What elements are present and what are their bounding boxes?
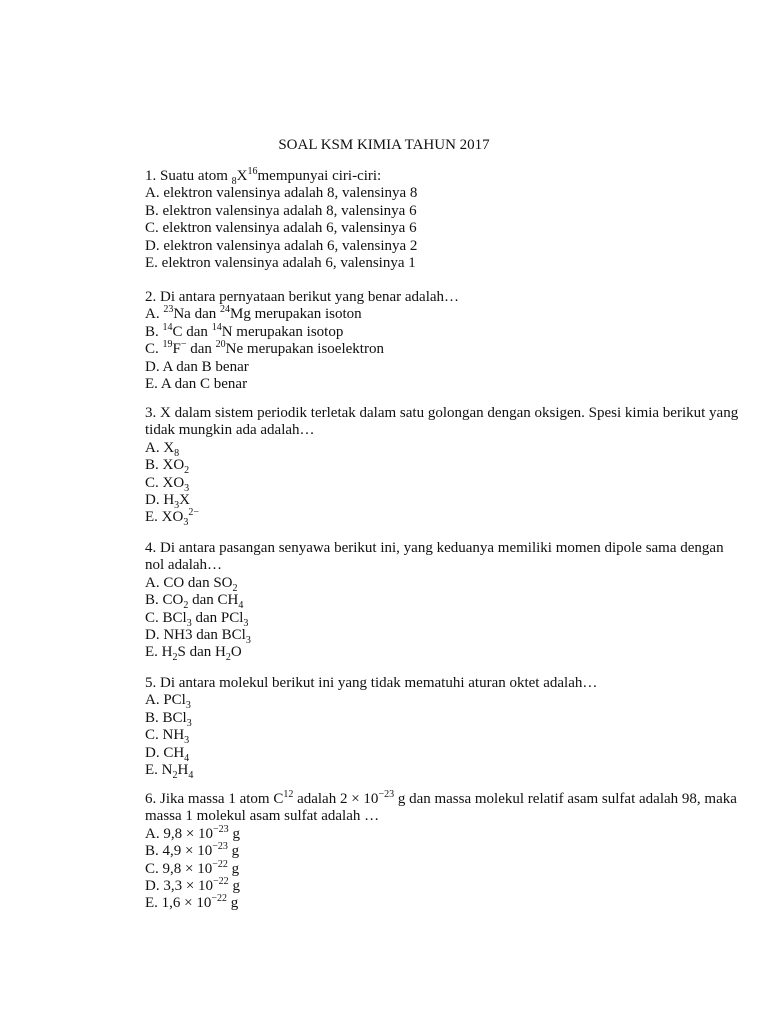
answer-option <box>145 858 745 878</box>
answer-option <box>145 627 745 647</box>
answer-option <box>145 341 745 358</box>
text-segment: C. 9,8 × 10 <box>145 860 213 877</box>
text-segment: O <box>230 644 242 661</box>
text-segment: −22 <box>212 858 228 870</box>
text-segment: 2 <box>172 770 178 782</box>
answer-option <box>145 610 745 627</box>
text-segment: 3. X dalam sistem periodik terletak dalam satu golongan dengan oksigen. Spesi kimia berikut yang tidak mungkin ada adalah… <box>145 405 739 439</box>
answer-option <box>145 895 745 912</box>
answer-option <box>145 475 745 492</box>
text-segment: g dan massa molekul relatif asam sulfat adalah 98, maka massa 1 molekul asam sulfat adalah … <box>145 791 737 825</box>
text-segment: 3 <box>186 617 192 629</box>
text-segment: A. 9,8 × 10 <box>145 825 214 842</box>
text-segment: 3 <box>183 517 189 529</box>
text-segment: 8 <box>231 176 237 187</box>
answer-option <box>145 745 745 762</box>
text-segment: 3 <box>184 482 190 494</box>
answer-option <box>145 727 745 747</box>
text-segment: E. N <box>145 762 173 779</box>
text-segment: B. CO <box>145 592 184 609</box>
text-segment: mempunyai ciri-ciri: <box>257 168 382 184</box>
answer-option <box>145 507 745 529</box>
answer-option <box>145 255 745 272</box>
text-segment: E. XO <box>145 509 184 526</box>
text-segment: 3 <box>185 700 191 712</box>
answer-option <box>145 592 745 612</box>
text-segment: 2 <box>183 600 189 612</box>
text-segment: C. <box>145 341 163 358</box>
text-segment: 20 <box>215 339 226 351</box>
text-segment: − <box>180 339 187 351</box>
text-segment: X <box>236 168 248 184</box>
text-segment: B. BCl <box>145 709 187 726</box>
text-segment: 2 <box>225 652 231 664</box>
text-segment: C. elektron valensinya adalah 6, valensinya 6 <box>145 220 417 237</box>
answer-option <box>145 321 745 341</box>
answer-option <box>145 575 745 592</box>
text-segment: D. elektron valensinya adalah 6, valensinya 2 <box>145 237 418 254</box>
text-segment: E. H <box>145 644 173 661</box>
text-segment: g <box>227 860 240 877</box>
text-segment: E. A dan C benar <box>145 376 248 393</box>
text-segment: −23 <box>213 823 229 835</box>
text-segment: X <box>179 492 191 509</box>
text-segment: 14 <box>162 321 173 333</box>
text-segment: Ne merupakan isoelektron <box>225 341 384 358</box>
answer-option <box>145 440 745 457</box>
text-segment: 3 <box>184 735 190 747</box>
text-segment: 4 <box>184 752 190 764</box>
text-segment: adalah 2 × 10 <box>293 791 379 807</box>
text-segment: g <box>228 825 240 842</box>
text-segment: 2 <box>232 582 238 594</box>
question-5 <box>145 675 745 782</box>
text-segment: 6. Jika massa 1 atom C <box>145 791 284 807</box>
question-stem <box>145 675 745 692</box>
text-segment: −23 <box>212 841 228 853</box>
text-segment: D. H <box>145 492 175 509</box>
text-segment: 1. Suatu atom <box>145 168 232 184</box>
text-segment: D. CH <box>145 744 185 761</box>
text-segment: A. <box>145 306 164 323</box>
text-segment: C dan <box>172 323 212 340</box>
question-stem <box>145 168 745 185</box>
text-segment: 2. Di antara pernyataan berikut yang benar adalah… <box>145 289 460 305</box>
text-segment: F <box>172 341 181 358</box>
answer-option <box>145 238 745 255</box>
text-segment: B. XO <box>145 457 185 474</box>
text-segment: A. elektron valensinya adalah 8, valensinya 8 <box>145 185 418 202</box>
page-title: SOAL KSM KIMIA TAHUN 2017 <box>278 137 490 153</box>
text-segment: 2− <box>188 507 199 519</box>
answer-option <box>145 823 745 843</box>
text-segment: D. A dan B benar <box>145 358 249 375</box>
question-4 <box>145 540 745 662</box>
answer-option <box>145 878 745 895</box>
question-3 <box>145 405 745 527</box>
text-segment: 3 <box>245 635 251 647</box>
text-segment: A. X <box>145 439 175 456</box>
text-segment: 4 <box>238 600 244 612</box>
question-stem <box>145 289 745 306</box>
text-segment: N merupakan isotop <box>221 323 344 340</box>
text-segment: D. 3,3 × 10 <box>145 878 214 895</box>
text-segment: 12 <box>283 789 294 800</box>
answer-option <box>145 220 745 237</box>
text-segment: 4 <box>188 770 194 782</box>
text-segment: 3 <box>186 717 192 729</box>
text-segment: 3 <box>243 617 249 629</box>
answer-option <box>145 376 745 393</box>
text-segment: −22 <box>213 876 229 888</box>
text-segment: H <box>177 762 189 779</box>
answer-option <box>145 359 745 376</box>
answer-option <box>145 492 745 512</box>
text-segment: dan CH <box>188 592 239 609</box>
text-segment: 2 <box>184 465 190 477</box>
answer-option <box>145 762 745 782</box>
text-segment: dan PCl <box>191 609 244 626</box>
question-stem <box>145 405 745 440</box>
text-segment: B. 4,9 × 10 <box>145 843 213 860</box>
text-segment: C. XO <box>145 474 185 491</box>
text-segment: dan <box>186 341 216 358</box>
text-segment: Mg merupakan isoton <box>230 306 362 323</box>
text-segment: E. elektron valensinya adalah 6, valensinya 1 <box>145 255 416 272</box>
text-segment: g <box>227 895 239 912</box>
answer-option <box>145 710 745 727</box>
text-segment: 14 <box>211 321 222 333</box>
question-6 <box>145 791 745 913</box>
question-2 <box>145 289 745 393</box>
text-segment: 3 <box>174 500 180 512</box>
question-1 <box>145 168 745 272</box>
text-segment: 16 <box>247 166 258 177</box>
answer-option <box>145 843 745 860</box>
text-segment: A. CO dan SO <box>145 574 233 591</box>
question-stem <box>145 540 745 575</box>
text-segment: 8 <box>174 447 180 459</box>
answer-option <box>145 457 745 477</box>
answer-option <box>145 644 745 664</box>
text-segment: C. BCl <box>145 609 187 626</box>
text-segment: g <box>228 878 240 895</box>
text-segment: 5. Di antara molekul berikut ini yang tidak mematuhi aturan oktet adalah… <box>145 675 598 691</box>
text-segment: S dan H <box>177 644 226 661</box>
text-segment: C. NH <box>145 727 185 744</box>
text-segment: 24 <box>220 304 230 316</box>
answer-option <box>145 185 745 202</box>
text-segment: B. elektron valensinya adalah 8, valensinya 6 <box>145 202 417 219</box>
text-segment: −22 <box>211 893 228 905</box>
text-segment: A. PCl <box>145 692 186 709</box>
answer-option <box>145 306 745 323</box>
text-segment: 2 <box>172 652 178 664</box>
text-segment: B. <box>145 323 163 340</box>
text-segment: D. NH3 dan BCl <box>145 627 246 644</box>
text-segment: E. 1,6 × 10 <box>145 895 212 912</box>
text-segment: g <box>227 843 240 860</box>
text-segment: Na dan <box>173 306 220 323</box>
question-stem <box>145 791 745 826</box>
text-segment: 19 <box>162 339 173 351</box>
text-segment: 23 <box>163 304 174 316</box>
text-segment: −23 <box>378 789 395 800</box>
answer-option <box>145 692 745 712</box>
answer-option <box>145 203 745 220</box>
text-segment: 4. Di antara pasangan senyawa berikut ini, yang keduanya memiliki momen dipole sama dengan nol adalah… <box>145 540 724 574</box>
